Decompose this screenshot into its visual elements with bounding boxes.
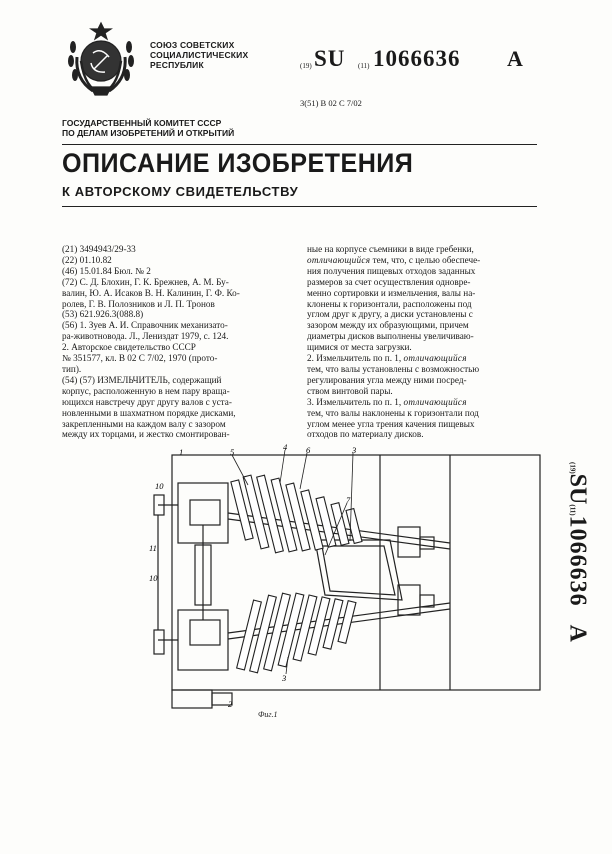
drawing-label: 10 — [149, 573, 158, 583]
drawing-label: 1 — [179, 447, 184, 457]
document-subtitle: К АВТОРСКОМУ СВИДЕТЕЛЬСТВУ — [62, 184, 299, 199]
side-patent-number-value: 1066636 — [564, 515, 591, 607]
divider — [62, 144, 537, 145]
drawing-label: 3 — [282, 673, 287, 683]
drawing-label: 2 — [228, 699, 233, 709]
side-code-11: (11) — [568, 504, 577, 516]
ussr-line: РЕСПУБЛИК — [150, 60, 204, 70]
ipc-classification: 3(51) B 02 C 7/02 — [300, 98, 362, 108]
drawing-label: 3 — [352, 445, 357, 455]
text-line: (56) 1. Зуев А. И. Справочник механизато- — [62, 320, 228, 331]
text-line: (22) 01.10.82 — [62, 254, 112, 265]
text-line: 2. Авторское свидетельство СССР — [62, 342, 196, 353]
text-line: № 351577, кл. В 02 С 7/02, 1970 (прото- — [62, 353, 218, 364]
text-line: клонены к горизонтали, расположены под — [307, 298, 472, 309]
committee-line: ПО ДЕЛАМ ИЗОБРЕТЕНИЙ И ОТКРЫТИЙ — [62, 128, 235, 138]
drawing-label: 6 — [306, 445, 311, 455]
claims-text — [307, 244, 535, 440]
side-country-code: SU — [564, 473, 591, 505]
patent-number-block — [300, 44, 550, 74]
ussr-line: СОЮЗ СОВЕТСКИХ — [150, 40, 235, 50]
text-line: углом менее угла трения качения пищевых — [307, 418, 475, 429]
text-line: ролев, Г. В. Полозников и Л. П. Тронов — [62, 298, 215, 309]
text-line: отходов по материалу дисков. — [307, 429, 424, 440]
side-code-19: (19) — [568, 462, 577, 474]
drawing-label: 10 — [155, 481, 164, 491]
technical-drawing — [149, 442, 545, 710]
patent-number: 1066636 — [373, 46, 461, 71]
text-line: валин, Ю. А. Исаков В. Н. Калинин, Г. Ф. Ко- — [62, 287, 240, 298]
text-line: диаметры дисков выполнены увеличиваю- — [307, 331, 474, 342]
side-patent-kind: A — [564, 624, 591, 642]
text-line: размеров за счет осуществления одновре- — [307, 276, 471, 287]
code-19: (19) — [300, 62, 312, 70]
drawing-label: 7 — [346, 495, 351, 505]
text-line: (54) (57) ИЗМЕЛЬЧИТЕЛЬ, содержащий — [62, 374, 222, 385]
lower-discs — [237, 593, 356, 673]
divider — [62, 206, 537, 207]
document-title: ОПИСАНИЕ ИЗОБРЕТЕНИЯ — [62, 148, 414, 178]
text-line: корпус, расположенную в нем пару враща- — [62, 385, 230, 396]
text-line: 2. Измельчитель по п. 1, отличающийся — [307, 353, 467, 364]
figure-caption: Фиг.1 — [258, 710, 278, 719]
text-line: закрепленными на каждом валу с зазором — [62, 418, 226, 429]
text-line: между их торцами, и жестко смонтирован- — [62, 429, 230, 440]
text-line: щимися от места загрузки. — [307, 342, 412, 353]
side-patent-number — [552, 430, 602, 675]
text-line: тип). — [62, 363, 82, 374]
code-11: (11) — [358, 62, 370, 70]
ussr-name — [150, 40, 248, 70]
drawing-label: 11 — [149, 543, 157, 553]
text-line: новленными в шахматном порядке дисками, — [62, 407, 236, 418]
text-line: (46) 15.01.84 Бюл. № 2 — [62, 265, 151, 276]
ussr-line: СОЦИАЛИСТИЧЕСКИХ — [150, 50, 249, 60]
text-line: тем, что валы установлены с возможностью — [307, 363, 480, 374]
bibliographic-data — [62, 244, 302, 440]
drawing-label: 4 — [283, 442, 288, 452]
text-line: отличающийся тем, что, с целью обеспече- — [307, 254, 481, 265]
text-line: тем, что валы наклонены к горизонтали под — [307, 407, 479, 418]
text-line: ством винтовой пары. — [307, 385, 393, 396]
committee-name — [62, 118, 234, 138]
text-line: углом друг к другу, а диски установлены с — [307, 309, 473, 320]
text-line: ющихся навстречу друг другу валов с уста- — [62, 396, 232, 407]
text-line: ния получения пищевых отходов заданных — [307, 265, 476, 276]
text-line: (72) С. Д. Блохин, Г. К. Брежнев, А. М. Бу- — [62, 276, 229, 287]
text-line: менно сортировки и измельчения, валы на- — [307, 287, 476, 298]
patent-kind: A — [507, 46, 523, 71]
text-line: ра-животновода. Л., Лениздат 1979, с. 124. — [62, 331, 229, 342]
text-line: (53) 621.926.3(088.8) — [62, 309, 144, 320]
text-line: (21) 3494943/29-33 — [62, 244, 136, 254]
text-line: 3. Измельчитель по п. 1, отличающийся — [307, 396, 467, 407]
text-line: регулирования угла между ними посред- — [307, 374, 467, 385]
ussr-emblem-icon — [63, 17, 139, 99]
country-code: SU — [314, 46, 346, 71]
text-line: зазором между их образующими, причем — [307, 320, 469, 331]
committee-line: ГОСУДАРСТВЕННЫЙ КОМИТЕТ СССР — [62, 118, 222, 128]
text-line: ные на корпусе съемники в виде гребенки, — [307, 244, 474, 254]
drawing-label: 5 — [230, 447, 235, 457]
